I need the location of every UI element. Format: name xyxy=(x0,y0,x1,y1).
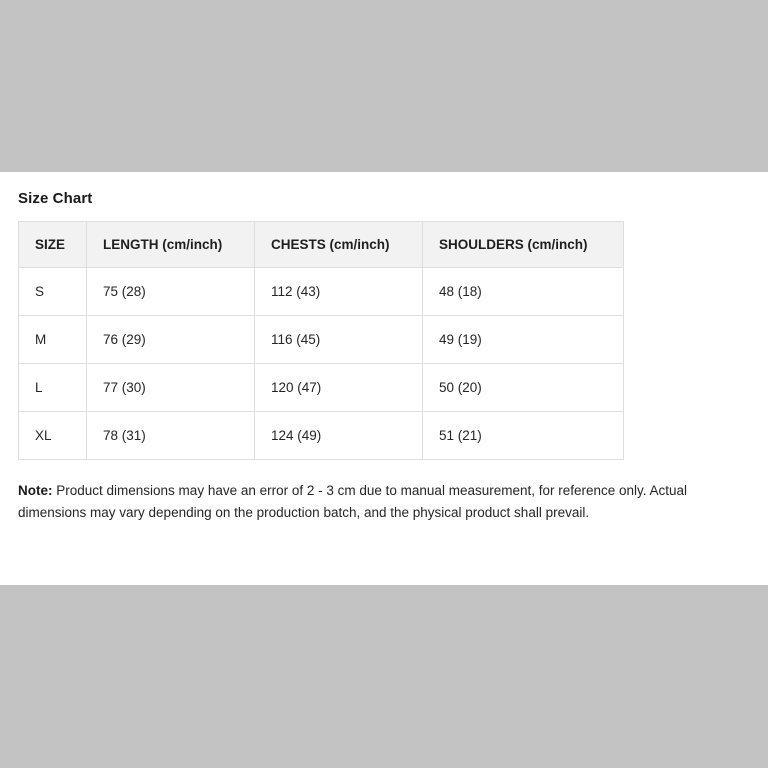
column-header-shoulders: SHOULDERS (cm/inch) xyxy=(423,222,624,268)
column-header-size: SIZE xyxy=(19,222,87,268)
table-header xyxy=(19,222,624,268)
note-text: Product dimensions may have an error of 2 - 3 cm due to manual measurement, for reference only. Actual dimensions may vary depending on the production batch, and the physical product shall prevail. xyxy=(18,483,688,520)
cell-shoulder: 51 (21) xyxy=(423,412,624,460)
cell-size: L xyxy=(19,364,87,412)
table-header-row xyxy=(19,222,624,268)
cell-size: XL xyxy=(19,412,87,460)
size-chart-sheet xyxy=(0,172,768,585)
column-header-length: LENGTH (cm/inch) xyxy=(87,222,255,268)
table-row xyxy=(19,268,624,316)
cell-shoulder: 48 (18) xyxy=(423,268,624,316)
size-chart-content xyxy=(0,172,768,523)
cell-shoulder: 50 (20) xyxy=(423,364,624,412)
cell-size: S xyxy=(19,268,87,316)
table-row xyxy=(19,316,624,364)
size-chart-table xyxy=(18,221,624,460)
table-body xyxy=(19,268,624,460)
cell-length: 75 (28) xyxy=(87,268,255,316)
note-label: Note: xyxy=(18,483,53,498)
page-title: Size Chart xyxy=(18,190,93,207)
cell-chest: 112 (43) xyxy=(255,268,423,316)
measurement-note xyxy=(18,480,758,523)
top-background-band xyxy=(0,0,768,172)
cell-size: M xyxy=(19,316,87,364)
cell-chest: 124 (49) xyxy=(255,412,423,460)
cell-length: 77 (30) xyxy=(87,364,255,412)
table-row xyxy=(19,412,624,460)
cell-shoulder: 49 (19) xyxy=(423,316,624,364)
column-header-chest: CHESTS (cm/inch) xyxy=(255,222,423,268)
cell-length: 78 (31) xyxy=(87,412,255,460)
cell-chest: 120 (47) xyxy=(255,364,423,412)
bottom-background-band xyxy=(0,585,768,768)
cell-length: 76 (29) xyxy=(87,316,255,364)
table-row xyxy=(19,364,624,412)
cell-chest: 116 (45) xyxy=(255,316,423,364)
